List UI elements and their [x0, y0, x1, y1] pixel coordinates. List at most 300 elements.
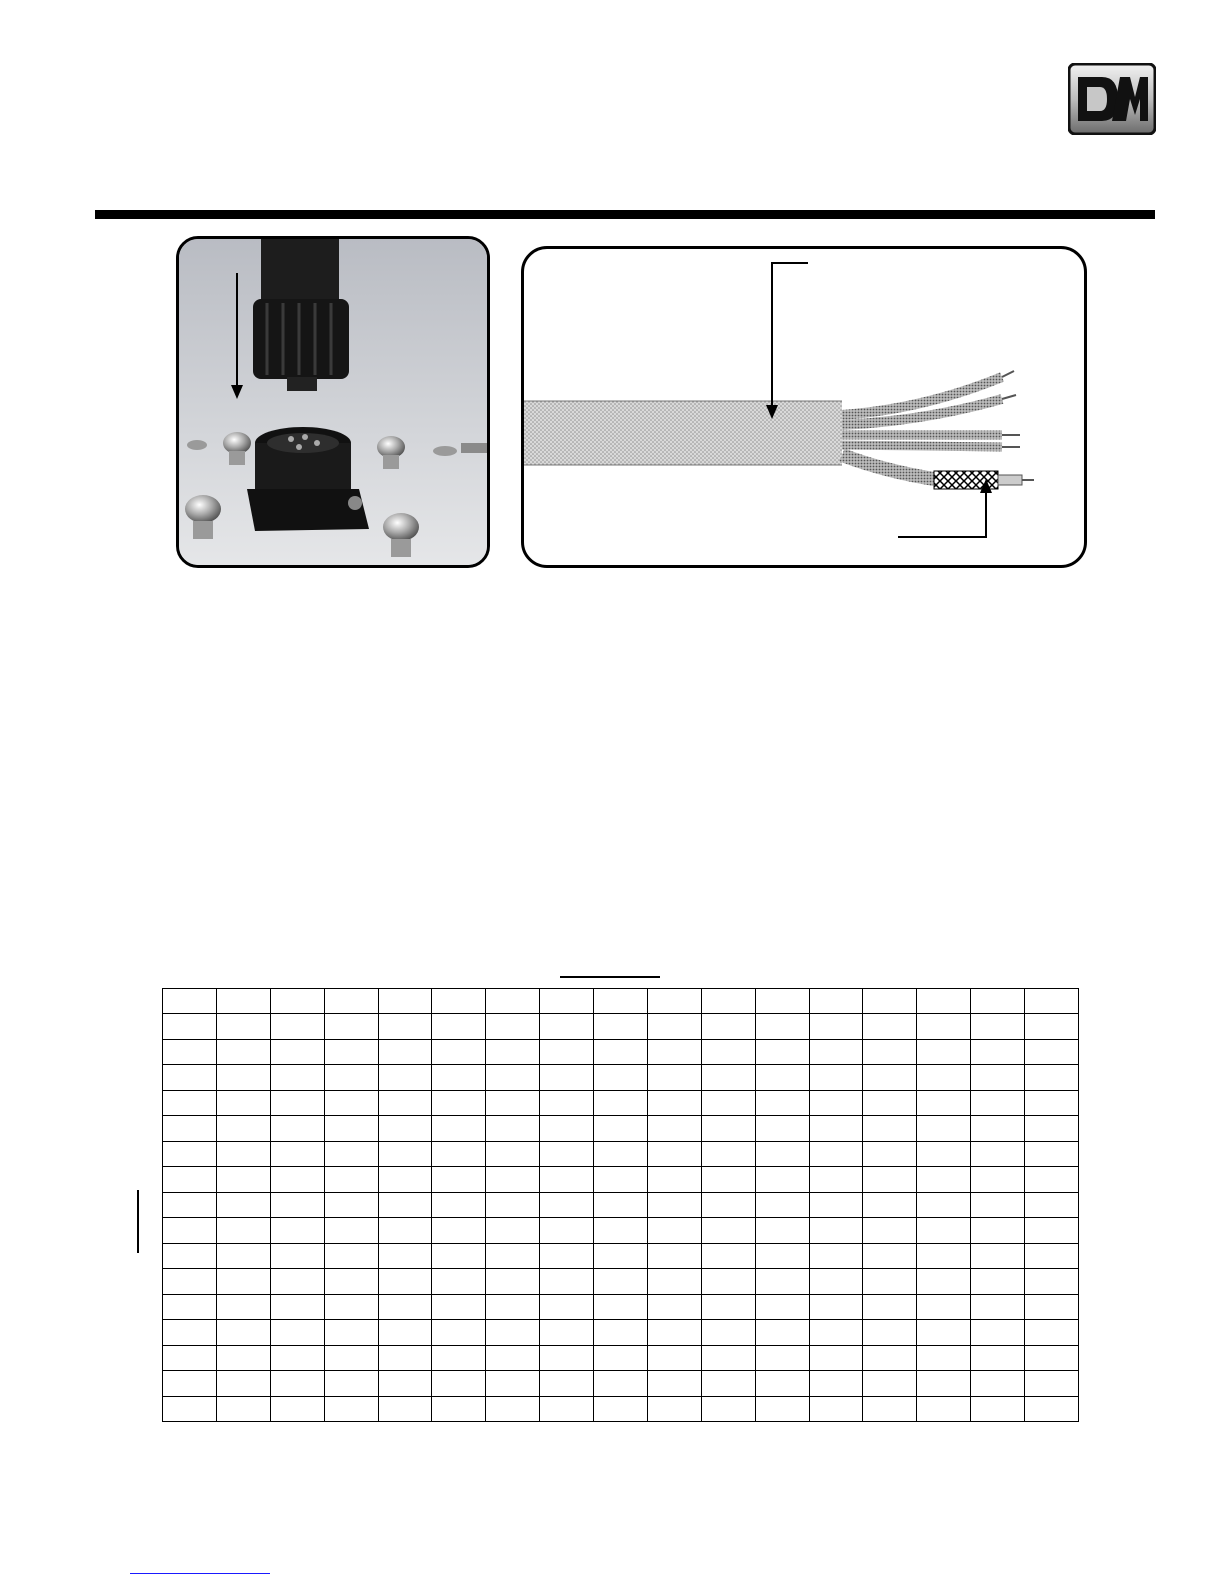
table-cell	[486, 1065, 540, 1090]
table-cell	[755, 1243, 809, 1268]
table-cell	[755, 1269, 809, 1294]
table-cell	[270, 1167, 324, 1192]
table-cell	[540, 1167, 594, 1192]
table-row	[163, 1192, 1079, 1217]
table-cell	[755, 1371, 809, 1396]
table-cell	[432, 1243, 486, 1268]
table-cell	[701, 1090, 755, 1115]
table-cell	[163, 1269, 217, 1294]
table-cell	[1025, 1192, 1079, 1217]
table-cell	[917, 1320, 971, 1345]
table-cell	[270, 1269, 324, 1294]
table-cell	[216, 1371, 270, 1396]
table-cell	[378, 1167, 432, 1192]
table-cell	[540, 1320, 594, 1345]
table-cell	[486, 1320, 540, 1345]
table-cell	[863, 1269, 917, 1294]
table-cell	[540, 1014, 594, 1039]
table-cell	[432, 1371, 486, 1396]
table-cell	[378, 1269, 432, 1294]
table-cell	[594, 1396, 648, 1422]
table-cell	[594, 1345, 648, 1370]
table-row	[163, 1167, 1079, 1192]
table-cell	[378, 1396, 432, 1422]
table-cell	[647, 1116, 701, 1141]
table-cell	[755, 1218, 809, 1243]
table-cell	[432, 1116, 486, 1141]
table-cell	[163, 1396, 217, 1422]
table-cell	[917, 1116, 971, 1141]
table-cell	[432, 989, 486, 1014]
table-cell	[701, 1396, 755, 1422]
table-cell	[809, 1116, 863, 1141]
table-cell	[540, 1192, 594, 1217]
table-cell	[701, 1243, 755, 1268]
table-cell	[270, 1396, 324, 1422]
table-cell	[540, 1090, 594, 1115]
table-cell	[647, 1167, 701, 1192]
table-cell	[432, 1090, 486, 1115]
table-cell	[486, 1345, 540, 1370]
table-cell	[378, 1345, 432, 1370]
table-cell	[432, 1192, 486, 1217]
table-cell	[486, 1090, 540, 1115]
table-cell	[270, 1039, 324, 1064]
table-cell	[324, 989, 378, 1014]
table-cell	[647, 1192, 701, 1217]
table-cell	[971, 1065, 1025, 1090]
table-cell	[163, 1014, 217, 1039]
table-cell	[163, 1345, 217, 1370]
table-row	[163, 989, 1079, 1014]
table-cell	[809, 1320, 863, 1345]
table-title-underline	[560, 976, 660, 978]
table-cell	[863, 1014, 917, 1039]
table-cell	[378, 1141, 432, 1166]
table-cell	[540, 1243, 594, 1268]
table-cell	[432, 1269, 486, 1294]
table-cell	[163, 1218, 217, 1243]
table-cell	[540, 1294, 594, 1319]
table-cell	[1025, 1218, 1079, 1243]
table-cell	[863, 1218, 917, 1243]
table-cell	[594, 1116, 648, 1141]
table-row	[163, 1294, 1079, 1319]
table-cell	[216, 989, 270, 1014]
table-cell	[863, 1167, 917, 1192]
table-cell	[594, 1065, 648, 1090]
table-cell	[1025, 1269, 1079, 1294]
table-cell	[1025, 1141, 1079, 1166]
table-cell	[432, 1014, 486, 1039]
table-cell	[971, 1269, 1025, 1294]
table-cell	[701, 1371, 755, 1396]
table-cell	[378, 989, 432, 1014]
table-cell	[701, 1192, 755, 1217]
table-cell	[270, 1192, 324, 1217]
table-cell	[163, 1167, 217, 1192]
table-cell	[755, 1065, 809, 1090]
table-cell	[216, 1269, 270, 1294]
table-cell	[163, 1243, 217, 1268]
table-cell	[701, 1039, 755, 1064]
table-cell	[163, 1090, 217, 1115]
table-cell	[594, 1294, 648, 1319]
table-cell	[216, 1116, 270, 1141]
table-cell	[647, 1014, 701, 1039]
table-cell	[324, 1371, 378, 1396]
table-cell	[755, 1294, 809, 1319]
side-marker-bar	[137, 1190, 139, 1253]
table-cell	[163, 1116, 217, 1141]
table-cell	[755, 989, 809, 1014]
table-cell	[917, 1218, 971, 1243]
table-cell	[863, 1345, 917, 1370]
table-cell	[809, 1192, 863, 1217]
table-cell	[1025, 1345, 1079, 1370]
table-cell	[324, 1294, 378, 1319]
table-cell	[486, 1396, 540, 1422]
table-cell	[378, 1320, 432, 1345]
table-cell	[701, 1320, 755, 1345]
table-cell	[755, 1192, 809, 1217]
table-cell	[216, 1065, 270, 1090]
table-cell	[755, 1141, 809, 1166]
table-cell	[755, 1039, 809, 1064]
header-rule	[95, 210, 1155, 219]
table-cell	[486, 1294, 540, 1319]
table-cell	[971, 1345, 1025, 1370]
table-cell	[863, 1396, 917, 1422]
table-cell	[1025, 1294, 1079, 1319]
table-cell	[809, 1396, 863, 1422]
table-cell	[270, 989, 324, 1014]
table-cell	[755, 1090, 809, 1115]
table-cell	[540, 1065, 594, 1090]
table-cell	[1025, 1090, 1079, 1115]
table-cell	[1025, 1039, 1079, 1064]
table-cell	[432, 1218, 486, 1243]
table-cell	[809, 1014, 863, 1039]
table-cell	[971, 1039, 1025, 1064]
table-cell	[917, 1039, 971, 1064]
table-cell	[378, 1218, 432, 1243]
table-cell	[971, 1192, 1025, 1217]
table-cell	[917, 1167, 971, 1192]
table-cell	[432, 1345, 486, 1370]
table-cell	[324, 1141, 378, 1166]
table-cell	[486, 1218, 540, 1243]
table-row	[163, 1039, 1079, 1064]
table-cell	[863, 1294, 917, 1319]
table-cell	[216, 1141, 270, 1166]
table-cell	[486, 1243, 540, 1268]
table-cell	[701, 1116, 755, 1141]
table-cell	[378, 1192, 432, 1217]
table-cell	[863, 1116, 917, 1141]
table-cell	[216, 1345, 270, 1370]
table-cell	[432, 1039, 486, 1064]
table-cell	[432, 1320, 486, 1345]
table-cell	[917, 989, 971, 1014]
table-cell	[324, 1345, 378, 1370]
table-cell	[486, 1167, 540, 1192]
table-cell	[324, 1269, 378, 1294]
table-cell	[324, 1039, 378, 1064]
table-cell	[863, 989, 917, 1014]
table-cell	[270, 1141, 324, 1166]
table-cell	[971, 1396, 1025, 1422]
table-cell	[540, 1116, 594, 1141]
table-cell	[1025, 989, 1079, 1014]
table-cell	[1025, 1065, 1079, 1090]
table-cell	[863, 1141, 917, 1166]
table-cell	[486, 1371, 540, 1396]
table-cell	[647, 1218, 701, 1243]
connector-photo-icon	[176, 236, 490, 568]
table-cell	[216, 1243, 270, 1268]
table-cell	[701, 1345, 755, 1370]
table-cell	[216, 1320, 270, 1345]
table-cell	[917, 1192, 971, 1217]
table-cell	[216, 1014, 270, 1039]
table-cell	[432, 1065, 486, 1090]
table-cell	[971, 1320, 1025, 1345]
table-cell	[270, 1014, 324, 1039]
table-cell	[594, 1090, 648, 1115]
table-cell	[432, 1294, 486, 1319]
table-cell	[917, 1396, 971, 1422]
table-cell	[701, 1294, 755, 1319]
table-cell	[971, 1167, 1025, 1192]
footer-link-underline[interactable]	[130, 1573, 270, 1574]
table-cell	[1025, 1167, 1079, 1192]
table-cell	[917, 1141, 971, 1166]
table-cell	[324, 1065, 378, 1090]
table-cell	[971, 1243, 1025, 1268]
table-cell	[917, 1243, 971, 1268]
table-cell	[594, 1039, 648, 1064]
table-cell	[971, 1014, 1025, 1039]
table-cell	[809, 1218, 863, 1243]
table-row	[163, 1014, 1079, 1039]
table-cell	[647, 1294, 701, 1319]
table-cell	[647, 1371, 701, 1396]
table-cell	[540, 1039, 594, 1064]
table-cell	[1025, 1243, 1079, 1268]
table-cell	[701, 1218, 755, 1243]
table-cell	[594, 1167, 648, 1192]
table-cell	[809, 1039, 863, 1064]
table-cell	[594, 1320, 648, 1345]
table-cell	[540, 1218, 594, 1243]
table-cell	[324, 1090, 378, 1115]
table-cell	[486, 1141, 540, 1166]
table-cell	[594, 1371, 648, 1396]
table-cell	[594, 1141, 648, 1166]
table-cell	[701, 1167, 755, 1192]
table-cell	[755, 1320, 809, 1345]
table-cell	[863, 1243, 917, 1268]
table-cell	[863, 1371, 917, 1396]
table-cell	[594, 1218, 648, 1243]
table-cell	[486, 1039, 540, 1064]
table-cell	[863, 1090, 917, 1115]
table-cell	[432, 1167, 486, 1192]
table-cell	[324, 1116, 378, 1141]
table-cell	[163, 1065, 217, 1090]
table-row	[163, 1371, 1079, 1396]
table-cell	[1025, 1371, 1079, 1396]
table-cell	[755, 1116, 809, 1141]
table-cell	[594, 1243, 648, 1268]
table-cell	[863, 1065, 917, 1090]
table-cell	[216, 1090, 270, 1115]
table-cell	[863, 1320, 917, 1345]
table-cell	[324, 1396, 378, 1422]
table-cell	[216, 1396, 270, 1422]
table-cell	[378, 1243, 432, 1268]
table-cell	[163, 1141, 217, 1166]
table-cell	[486, 1014, 540, 1039]
table-cell	[270, 1090, 324, 1115]
table-cell	[270, 1371, 324, 1396]
table-row	[163, 1218, 1079, 1243]
table-cell	[486, 1192, 540, 1217]
table-cell	[971, 989, 1025, 1014]
table-row	[163, 1065, 1079, 1090]
table-cell	[647, 1090, 701, 1115]
table-row	[163, 1396, 1079, 1422]
table-cell	[486, 1269, 540, 1294]
table-cell	[809, 1243, 863, 1268]
table-cell	[809, 1065, 863, 1090]
table-cell	[701, 1141, 755, 1166]
table-cell	[647, 1320, 701, 1345]
table-cell	[270, 1294, 324, 1319]
table-cell	[163, 1039, 217, 1064]
table-cell	[378, 1090, 432, 1115]
table-row	[163, 1090, 1079, 1115]
table-cell	[163, 1294, 217, 1319]
table-cell	[917, 1294, 971, 1319]
table-cell	[270, 1243, 324, 1268]
table-cell	[432, 1396, 486, 1422]
table-cell	[971, 1116, 1025, 1141]
table-cell	[216, 1039, 270, 1064]
table-cell	[809, 989, 863, 1014]
table-cell	[216, 1192, 270, 1217]
table-cell	[324, 1192, 378, 1217]
table-cell	[324, 1243, 378, 1268]
table-row	[163, 1141, 1079, 1166]
table-cell	[270, 1218, 324, 1243]
table-cell	[701, 1065, 755, 1090]
table-cell	[809, 1269, 863, 1294]
table-cell	[270, 1116, 324, 1141]
table-cell	[163, 1320, 217, 1345]
dm-logo-icon	[1068, 63, 1156, 135]
table-cell	[378, 1116, 432, 1141]
table-cell	[809, 1090, 863, 1115]
table-cell	[647, 1396, 701, 1422]
table-cell	[917, 1014, 971, 1039]
cable-cross-section-icon	[521, 246, 1087, 568]
table-row	[163, 1116, 1079, 1141]
table-cell	[647, 1243, 701, 1268]
table-cell	[324, 1167, 378, 1192]
table-row	[163, 1269, 1079, 1294]
table-cell	[917, 1065, 971, 1090]
table-cell	[809, 1345, 863, 1370]
table-cell	[1025, 1116, 1079, 1141]
table-cell	[971, 1141, 1025, 1166]
table-cell	[809, 1294, 863, 1319]
table-cell	[1025, 1014, 1079, 1039]
table-cell	[378, 1065, 432, 1090]
table-cell	[701, 1269, 755, 1294]
table-cell	[163, 1371, 217, 1396]
table-cell	[594, 1192, 648, 1217]
table-cell	[216, 1218, 270, 1243]
table-cell	[324, 1014, 378, 1039]
table-cell	[378, 1039, 432, 1064]
table-cell	[378, 1294, 432, 1319]
table-cell	[755, 1345, 809, 1370]
table-cell	[540, 1371, 594, 1396]
table-cell	[809, 1167, 863, 1192]
table-cell	[755, 1167, 809, 1192]
table-cell	[917, 1090, 971, 1115]
table-cell	[1025, 1320, 1079, 1345]
table-cell	[809, 1371, 863, 1396]
table-cell	[917, 1345, 971, 1370]
table-cell	[324, 1218, 378, 1243]
table-cell	[647, 1345, 701, 1370]
table-row	[163, 1320, 1079, 1345]
table-cell	[809, 1141, 863, 1166]
table-cell	[594, 1269, 648, 1294]
table-cell	[216, 1294, 270, 1319]
table-cell	[647, 1065, 701, 1090]
table-cell	[755, 1396, 809, 1422]
table-cell	[917, 1269, 971, 1294]
table-cell	[971, 1090, 1025, 1115]
table-row	[163, 1345, 1079, 1370]
table-cell	[1025, 1396, 1079, 1422]
table-cell	[540, 1396, 594, 1422]
table-cell	[971, 1294, 1025, 1319]
empty-data-table	[162, 988, 1079, 1422]
table-cell	[432, 1141, 486, 1166]
table-cell	[647, 1141, 701, 1166]
table-cell	[163, 989, 217, 1014]
table-cell	[540, 1269, 594, 1294]
table-cell	[971, 1371, 1025, 1396]
table-cell	[378, 1014, 432, 1039]
table-cell	[971, 1218, 1025, 1243]
table-cell	[701, 989, 755, 1014]
table-cell	[324, 1320, 378, 1345]
table-cell	[647, 1039, 701, 1064]
table-cell	[270, 1065, 324, 1090]
table-cell	[486, 989, 540, 1014]
table-cell	[270, 1345, 324, 1370]
table-row	[163, 1243, 1079, 1268]
table-cell	[378, 1371, 432, 1396]
table-cell	[701, 1014, 755, 1039]
table-cell	[917, 1371, 971, 1396]
